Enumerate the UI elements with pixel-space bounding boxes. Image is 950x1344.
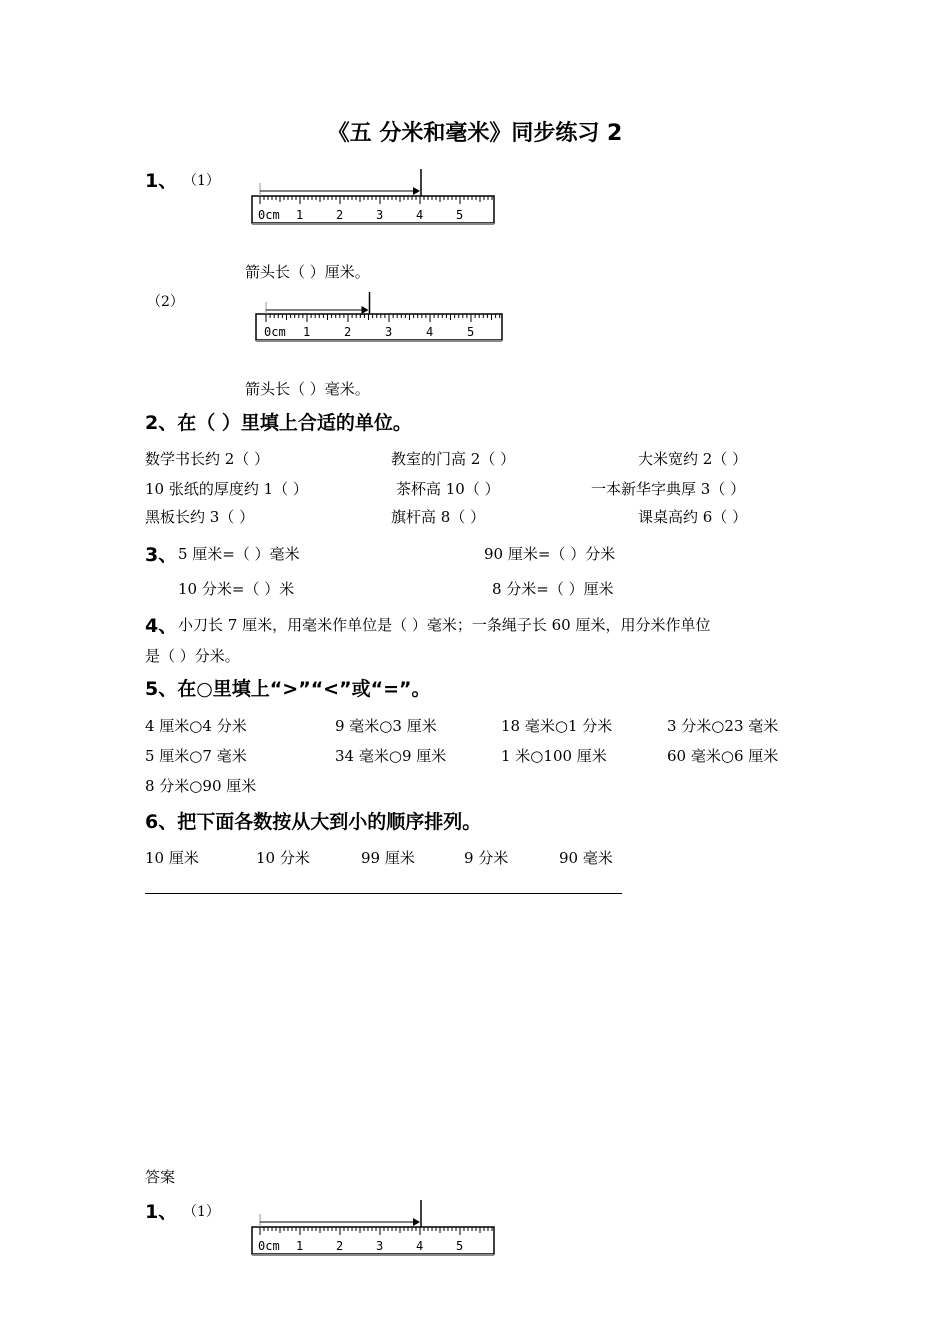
question-1-part-1-answer: 箭头长（ ）厘米。 [245,263,370,281]
question-6-heading: 6、把下面各数按从大到小的顺序排列。 [145,811,482,833]
answer-1-number: 1、 [145,1201,178,1223]
question-4-number: 4、 [145,615,178,637]
ruler-label: 0cm [258,1239,280,1253]
q2-item: 茶杯高 10（ ） [396,480,500,498]
q2-item: 10 张纸的厚度约 1（ ） [145,480,308,498]
question-4-line-2: 是（ ）分米。 [145,647,240,665]
ruler-b [254,292,506,346]
ruler-label: 2 [336,1239,344,1253]
q5-item: 18 毫米○1 分米 [501,717,613,735]
q2-item: 数学书长约 2（ ） [145,450,270,468]
ruler-label: 0cm [264,325,286,339]
q2-item: 教室的门高 2（ ） [391,450,516,468]
q5-item: 3 分米○23 毫米 [667,717,779,735]
arrow-head [413,1218,420,1226]
q6-item: 90 毫米 [559,849,613,867]
question-2-heading: 2、在（ ）里填上合适的单位。 [145,412,412,434]
q3-item: 90 厘米=（ ）分米 [484,545,616,563]
answer-label: 答案 [145,1168,176,1186]
q3-item: 8 分米=（ ）厘米 [492,580,614,598]
q2-item: 黑板长约 3（ ） [145,508,255,526]
ruler-label: 1 [296,208,304,222]
ruler-a [250,163,498,227]
question-5-heading: 5、在○里填上“>”“<”或“=”。 [145,678,431,700]
answer-1-part-1-label: （1） [183,1204,220,1220]
question-3-number: 3、 [145,544,178,566]
question-1-number: 1、 [145,170,178,192]
q6-item: 99 厘米 [361,849,415,867]
question-1-part-2-answer: 箭头长（ ）毫米。 [245,380,370,398]
ruler-body [256,314,502,340]
q2-item: 课桌高约 6（ ） [638,508,748,526]
q5-item: 9 毫米○3 厘米 [335,717,437,735]
ruler-label: 5 [456,208,464,222]
q2-item: 一本新华字典厚 3（ ） [591,480,746,498]
ruler-label: 3 [376,208,384,222]
question-1-part-2-label: （2） [147,294,184,310]
ruler-label: 3 [376,1239,384,1253]
q5-item: 34 毫米○9 厘米 [335,747,447,765]
ruler-label: 2 [344,325,352,339]
q6-item: 9 分米 [464,849,509,867]
q5-item: 1 米○100 厘米 [501,747,607,765]
arrow-head [362,306,369,314]
ruler-label: 4 [416,1239,424,1253]
ruler-label: 2 [336,208,344,222]
ruler-label: 5 [467,325,475,339]
ruler-label: 4 [416,208,424,222]
q2-item: 旗杆高 8（ ） [391,508,486,526]
q6-item: 10 厘米 [145,849,199,867]
arrow-head [413,187,420,195]
q3-item: 5 厘米=（ ）毫米 [178,545,300,563]
question-4-line-1: 小刀长 7 厘米，用毫米作单位是（ ）毫米；一条绳子长 60 厘米，用分米作单位 [178,616,711,634]
ruler-label: 4 [426,325,434,339]
q2-item: 大米宽约 2（ ） [638,450,748,468]
ruler-label: 5 [456,1239,464,1253]
q5-item: 8 分米○90 厘米 [145,777,257,795]
q6-item: 10 分米 [256,849,310,867]
q3-item: 10 分米=（ ）米 [178,580,295,598]
q5-item: 4 厘米○4 分米 [145,717,247,735]
ruler-label: 1 [296,1239,304,1253]
page-title: 《五 分米和毫米》同步练习 2 [327,121,623,146]
ruler-label: 3 [385,325,393,339]
question-1-part-1-label: （1） [183,173,220,189]
q5-item: 60 毫米○6 厘米 [667,747,779,765]
ruler-label: 0cm [258,208,280,222]
ruler-a-answer [250,1194,498,1258]
q5-item: 5 厘米○7 毫米 [145,747,247,765]
answer-line [145,893,622,894]
ruler-label: 1 [303,325,311,339]
